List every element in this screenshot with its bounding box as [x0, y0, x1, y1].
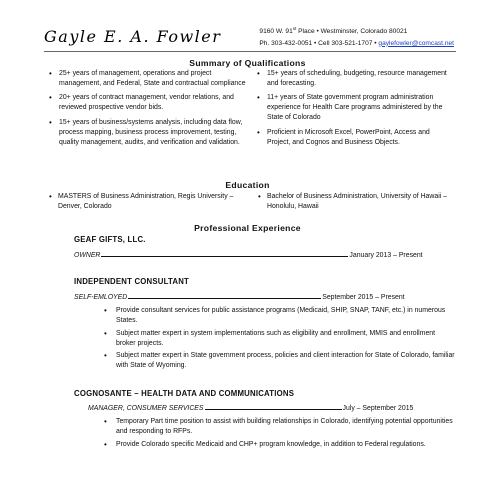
- job-dates: September 2015 – Present: [322, 294, 405, 301]
- phone-line: Ph. 303-432-0051 • Cell 303-521-1707 • gaylefowler@comcast.net: [259, 39, 454, 47]
- job-bullet: • Subject matter expert in system implementations such as eligibility and enrollment, MMIS and enrollment broker projects.: [104, 329, 456, 349]
- experience-heading: Professional Experience: [194, 223, 301, 233]
- address-line: 9160 W. 91st Place • Westminster, Colorado 80021: [259, 26, 408, 36]
- education-heading: Education: [225, 180, 270, 190]
- job-company: GEAF GIFTS, LLC.: [74, 235, 146, 244]
- summary-heading: Summary of Qualifications: [189, 58, 306, 68]
- summary-item: • Proficient in Microsoft Excel, PowerPoint, Access and Project, and Cognos and Business Objects.: [257, 128, 449, 148]
- job-dates: January 2013 – Present: [349, 252, 423, 259]
- summary-item: • 25+ years of management, operations and project management, and Federal, State and contractual compliance: [49, 69, 247, 89]
- summary-item: • 15+ years of scheduling, budgeting, resource management and forecasting.: [257, 69, 449, 89]
- job-company: INDEPENDENT CONSULTANT: [74, 277, 189, 286]
- job-title-line: [88, 403, 413, 413]
- job-title: MANAGER, CONSUMER SERVICES: [88, 405, 204, 412]
- education-right: [258, 192, 454, 212]
- job-bullet: • Subject matter expert in State government process, policies and client interaction for State of Colorado, familiar with State of Wyoming.: [104, 351, 456, 371]
- job-title-line: [74, 250, 423, 260]
- applicant-name: Gayle E. A. Fowler: [44, 27, 222, 46]
- degree-masters: • MASTERS of Business Administration, Regis University – Denver, Colorado: [49, 192, 249, 212]
- job-title: SELF-EMLOYED: [74, 294, 128, 301]
- education-left: [49, 192, 249, 212]
- job-title-line: [74, 292, 405, 302]
- leader-line: [101, 250, 348, 257]
- leader-line: [205, 403, 342, 410]
- summary-right-list: [257, 69, 449, 152]
- resume-header: [44, 22, 464, 52]
- summary-item: • 11+ years of State government program administration experience for Health Care programs administered by the State of Colorado: [257, 93, 449, 123]
- job-bullet-list: [104, 306, 456, 374]
- degree-bachelor: • Bachelor of Business Administration, University of Hawaii – Honolulu, Hawaii: [258, 192, 454, 212]
- contact-info: [259, 25, 454, 49]
- job-dates: July – September 2015: [342, 405, 414, 412]
- summary-left-list: [49, 69, 247, 152]
- leader-line: [128, 292, 321, 299]
- job-title: OWNER: [74, 252, 101, 259]
- summary-item: • 15+ years of business/systems analysis, including data flow, process mapping, business process improvement, testing, quality management, audits, and verification and validation.: [49, 118, 247, 148]
- job-bullet: • Provide Colorado specific Medicaid and CHP+ program knowledge, in addition to Federal regulations.: [104, 440, 456, 450]
- header-divider: [44, 51, 456, 52]
- summary-item: • 20+ years of contract management, vendor relations, and reviewed prospective vendor bids.: [49, 93, 247, 113]
- job-bullet: • Provide consultant services for public assistance programs (Medicaid, SHIP, SNAP, TANF, etc.) in numerous States.: [104, 306, 456, 326]
- job-company: COGNOSANTE – HEALTH DATA AND COMMUNICATIONS: [74, 389, 295, 398]
- job-bullet: • Temporary Part time position to assist with building relationships in Colorado, identifying potential opportunities and responding to RFPs.: [104, 417, 456, 437]
- email-link[interactable]: gaylefowler@comcast.net: [378, 39, 454, 47]
- job-bullet-list: [104, 417, 456, 452]
